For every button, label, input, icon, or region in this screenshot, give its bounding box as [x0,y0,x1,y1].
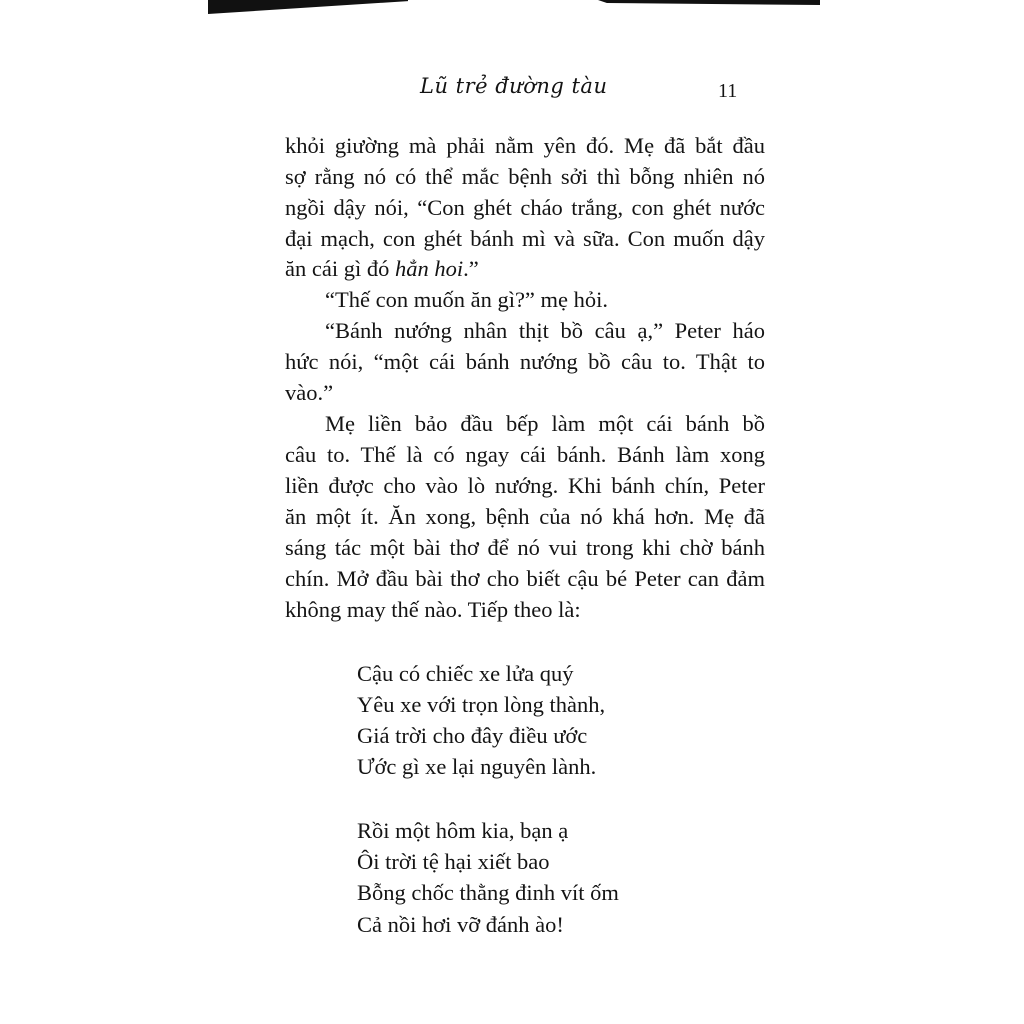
body-line-text: “Thế con muốn ăn gì?” mẹ hỏi. [325,287,609,312]
body-line [285,471,765,501]
emphasis-text: hẳn hoi [394,256,464,281]
body-line [285,533,765,563]
body-line-text: câu to. Thế là có ngay cái bánh. Bánh làm xong [285,442,765,467]
poem-line: Rồi một hôm kia, bạn ạ [357,818,569,843]
poem-line: Yêu xe với trọn lòng thành, [357,692,606,717]
body-line-text: chín. Mở đầu bài thơ cho biết cậu bé Peter can đảm [285,566,765,591]
body-line-text: hức nói, “một cái bánh nướng bồ câu to. Thật to [285,349,765,374]
body-line [285,193,765,223]
poem-line: Cả nồi hơi vỡ đánh ào! [357,912,564,937]
body-line [285,224,765,254]
body-line-text: ngồi dậy nói, “Con ghét cháo trắng, con ghét nước [285,195,765,220]
body-line [285,564,765,594]
poem-line: Giá trời cho đây điều ước [357,723,588,748]
body-line [285,316,765,346]
body-line [285,595,765,625]
body-line-text: “Bánh nướng nhân thịt bồ câu ạ,” Peter háo [325,318,765,343]
poem-line: Ôi trời tệ hại xiết bao [357,849,550,874]
body-line-text: ăn cái gì đó [285,256,395,281]
body-line-text: vào.” [285,380,334,405]
poem-line: Ước gì xe lại nguyên lành. [357,754,597,779]
poem-line: Cậu có chiếc xe lửa quý [357,661,574,686]
body-line [285,285,765,315]
body-line-text: .” [463,256,479,281]
scan-edge-shadow-right [598,0,820,5]
body-line [285,131,765,161]
body-line-text: liền được cho vào lò nướng. Khi bánh chín, Peter [285,473,765,498]
body-line-text: không may thế nào. Tiếp theo là: [285,597,581,622]
body-line [285,502,765,532]
body-line [285,254,765,284]
body-line [285,347,765,377]
body-line-text: ăn một ít. Ăn xong, bệnh của nó khá hơn. Mẹ đã [285,504,765,529]
body-line [285,162,765,192]
body-line [285,409,765,439]
poem-line: Bỗng chốc thằng đinh vít ốm [357,880,619,905]
body-line [285,378,765,408]
body-line-text: sáng tác một bài thơ để nó vui trong khi chờ bánh [285,535,765,560]
running-header-title: Lũ trẻ đường tàu [420,74,608,98]
body-line-text: đại mạch, con ghét bánh mì và sữa. Con muốn dậy [285,226,765,251]
page-number: 11 [718,80,738,102]
body-line-text: Mẹ liền bảo đầu bếp làm một cái bánh bồ [325,411,765,436]
body-line-text: sợ rằng nó có thể mắc bệnh sởi thì bỗng nhiên nó [285,164,765,189]
body-line [285,440,765,470]
body-line-text: khỏi giường mà phải nằm yên đó. Mẹ đã bắt đầu [285,133,765,158]
scan-edge-shadow-left [208,0,408,14]
